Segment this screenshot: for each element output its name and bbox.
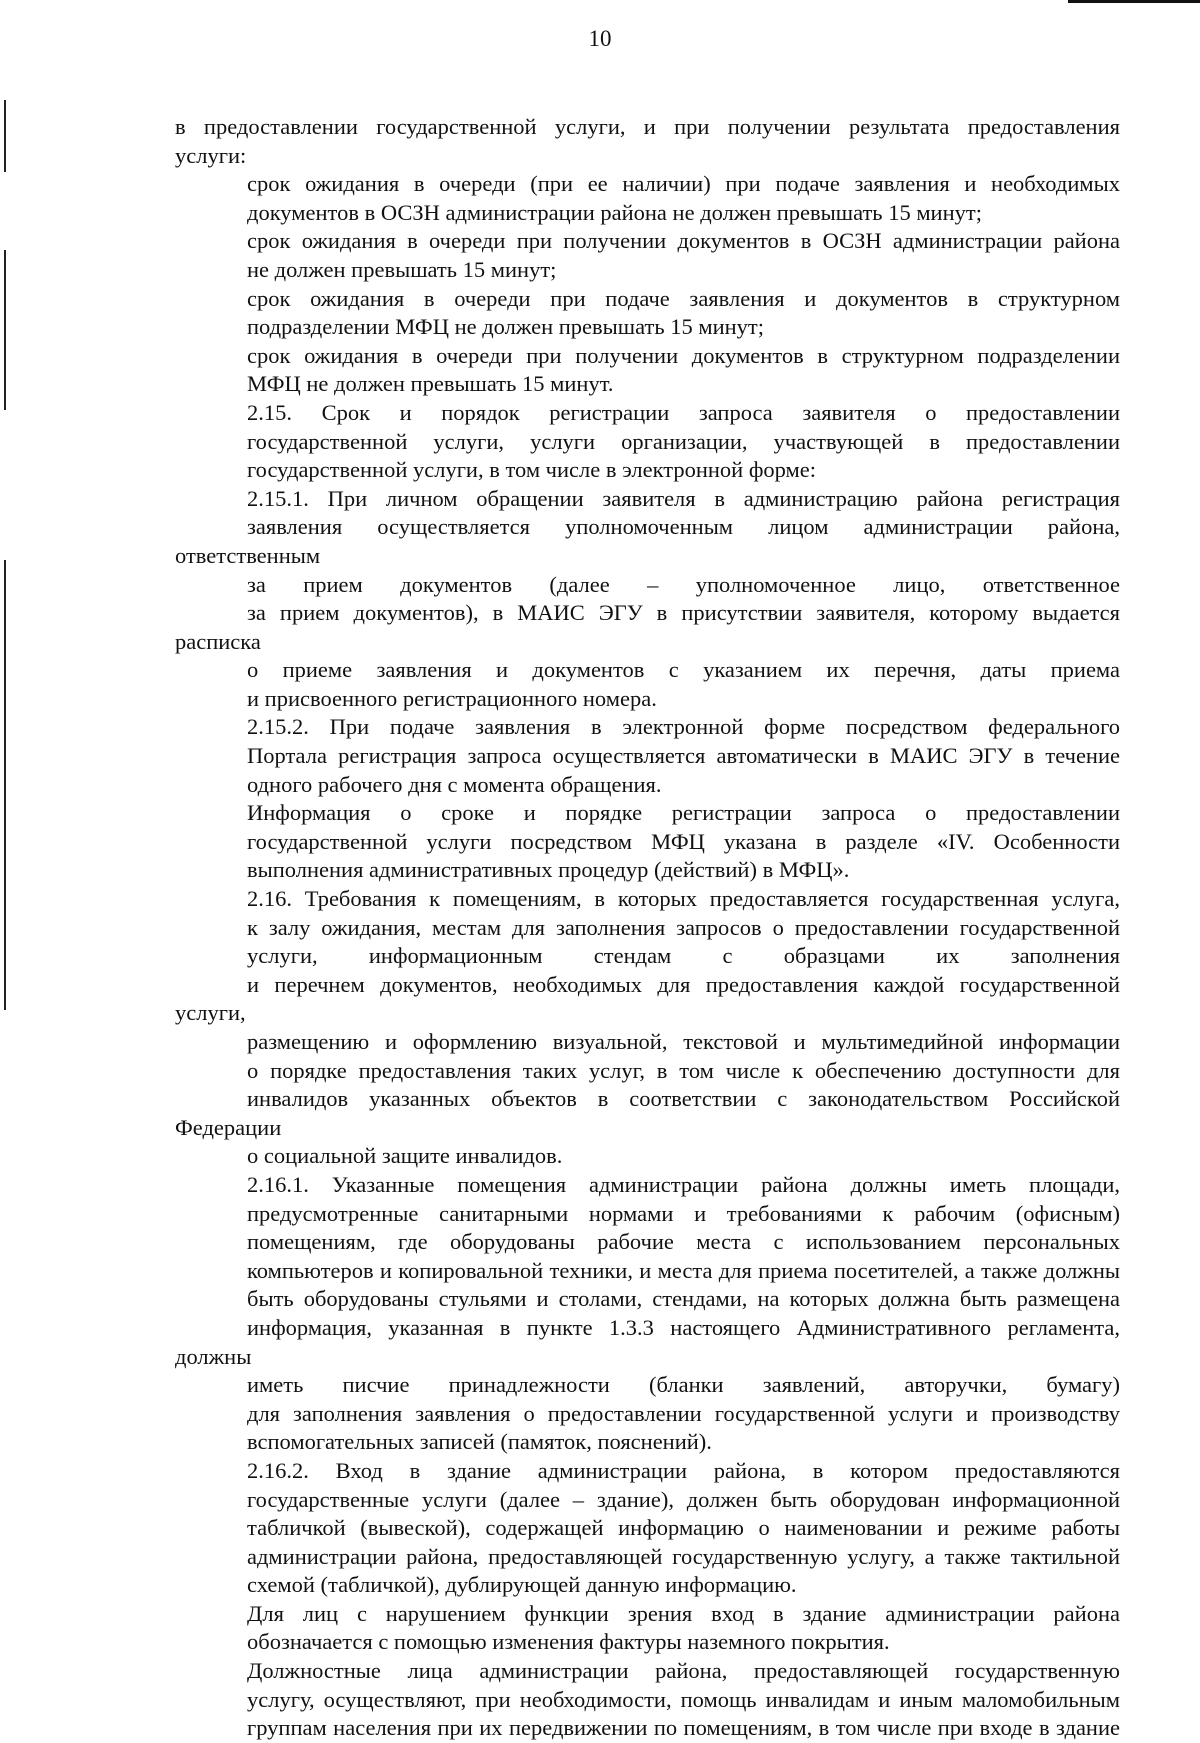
document-body: [175, 113, 1120, 1743]
text-line: компьютеров и копировальной техники, и места для приема посетителей, а также должны: [247, 1257, 1120, 1283]
text-line: обозначается с помощью изменения фактуры наземного покрытия.: [247, 1629, 890, 1655]
text-line: инвалидов указанных объектов в соответствии с законодательством Российской Федерации: [175, 1086, 1120, 1140]
text-line: 2.16.1. Указанные помещения администрации района должны иметь площади,: [247, 1171, 1120, 1197]
paragraph: [175, 1657, 1120, 1743]
text-line: срок ожидания в очереди при подаче заявления и документов в структурном: [247, 285, 1120, 311]
text-line: одного рабочего дня с момента обращения.: [247, 771, 662, 797]
text-line: 2.15. Срок и порядок регистрации запроса заявителя о предоставлении: [247, 399, 1120, 425]
text-line: услугу, осуществляют, при необходимости, помощь инвалидам и иным маломобильным: [247, 1686, 1120, 1712]
scan-edge-mark: [4, 100, 6, 172]
text-line: 2.16.2. Вход в здание администрации района, в котором предоставляются: [247, 1457, 1120, 1483]
text-line: размещению и оформлению визуальной, текстовой и мультимедийной информации: [247, 1029, 1120, 1054]
text-line: быть оборудованы стульями и столами, стендами, на которых должна быть размещена: [247, 1286, 1120, 1312]
text-line: Информация о сроке и порядке регистрации запроса о предоставлении: [247, 800, 1120, 826]
paragraph: [175, 342, 1120, 399]
paragraph: [175, 170, 1120, 227]
text-line: 2.15.1. При личном обращении заявителя в администрацию района регистрация: [247, 485, 1120, 511]
scan-edge-mark: [4, 250, 6, 410]
text-line: о порядке предоставления таких услуг, в том числе к обеспечению доступности для: [247, 1057, 1120, 1083]
text-line: государственной услуги, в том числе в электронной форме:: [247, 457, 817, 483]
text-line: за прием документов), в МАИС ЭГУ в присутствии заявителя, которому выдается расписка: [175, 600, 1120, 654]
paragraph: [175, 1600, 1120, 1657]
page-number: 10: [588, 26, 612, 51]
paragraph: [175, 399, 1120, 485]
text-line: иметь писчие принадлежности (бланки заявлений, авторучки, бумагу): [247, 1372, 1120, 1398]
text-line: не должен превышать 15 минут;: [247, 256, 557, 282]
text-line: Для лиц с нарушением функции зрения вход в здание администрации района: [247, 1600, 1120, 1626]
text-line: государственной услуги посредством МФЦ указана в разделе «IV. Особенности: [247, 828, 1120, 854]
paragraph: [175, 713, 1120, 799]
text-line: 2.16. Требования к помещениям, в которых предоставляется государственная услуга,: [247, 886, 1120, 912]
text-line: вспомогательных записей (памяток, пояснений).: [247, 1429, 712, 1455]
paragraph: [175, 285, 1120, 342]
text-line: МФЦ не должен превышать 15 минут.: [247, 371, 614, 397]
paragraph: [175, 485, 1120, 714]
text-line: услуги:: [175, 142, 247, 168]
scan-edge-mark: [4, 560, 6, 1010]
paragraph: [175, 113, 1120, 170]
text-line: 2.15.2. При подаче заявления в электронной форме посредством федерального: [247, 714, 1120, 740]
text-line: предусмотренные санитарными нормами и требованиями к рабочим (офисным): [247, 1200, 1120, 1226]
top-edge-rule: [1068, 0, 1200, 3]
text-line: срок ожидания в очереди (при ее наличии) при подаче заявления и необходимых: [247, 171, 1120, 197]
text-line: подразделении МФЦ не должен превышать 15 минут;: [247, 314, 764, 340]
text-line: о приеме заявления и документов с указанием их перечня, даты приема: [247, 657, 1120, 683]
text-line: Портала регистрация запроса осуществляется автоматически в МАИС ЭГУ в течение: [247, 743, 1120, 769]
text-line: документов в ОСЗН администрации района не должен превышать 15 минут;: [247, 199, 982, 225]
text-line: государственной услуги, услуги организации, участвующей в предоставлении: [247, 428, 1120, 454]
text-line: и перечнем документов, необходимых для предоставления каждой государственной услуги,: [175, 971, 1120, 1026]
paragraph: [175, 799, 1120, 885]
text-line: государственные услуги (далее – здание), должен быть оборудован информационной: [247, 1486, 1120, 1512]
text-line: услуги, информационным стендам с образцами их заполнения: [247, 943, 1120, 969]
text-line: в предоставлении государственной услуги, и при получении результата предоставления: [175, 114, 1120, 139]
text-line: срок ожидания в очереди при получении документов в структурном подразделении: [247, 342, 1120, 368]
text-line: администрации района, предоставляющей государственную услугу, а также тактильной: [247, 1543, 1120, 1569]
paragraph: [175, 1171, 1120, 1457]
text-line: срок ожидания в очереди при получении документов в ОСЗН администрации района: [247, 228, 1120, 254]
paragraph: [175, 1457, 1120, 1600]
text-line: информация, указанная в пункте 1.3.3 настоящего Административного регламента, должны: [175, 1314, 1120, 1369]
paragraph: [175, 885, 1120, 1171]
text-line: о социальной защите инвалидов.: [247, 1143, 563, 1169]
text-line: выполнения административных процедур (действий) в МФЦ».: [247, 857, 850, 883]
paragraph: [175, 227, 1120, 284]
text-line: к залу ожидания, местам для заполнения запросов о предоставлении государственной: [247, 914, 1120, 940]
text-line: помещениям, где оборудованы рабочие места с использованием персональных: [247, 1229, 1120, 1255]
text-line: Должностные лица администрации района, предоставляющей государственную: [247, 1658, 1120, 1684]
text-line: для заполнения заявления о предоставлении государственной услуги и производству: [247, 1400, 1120, 1426]
text-line: группам населения при их передвижении по помещениям, в том числе при входе в здание: [247, 1715, 1120, 1741]
text-line: и присвоенного регистрационного номера.: [247, 685, 657, 711]
text-line: схемой (табличкой), дублирующей данную информацию.: [247, 1572, 797, 1598]
text-line: заявления осуществляется уполномоченным лицом администрации района, ответственным: [175, 514, 1120, 568]
text-line: табличкой (вывеской), содержащей информацию о наименовании и режиме работы: [247, 1515, 1120, 1541]
text-line: за прием документов (далее – уполномоченное лицо, ответственное: [247, 571, 1120, 597]
